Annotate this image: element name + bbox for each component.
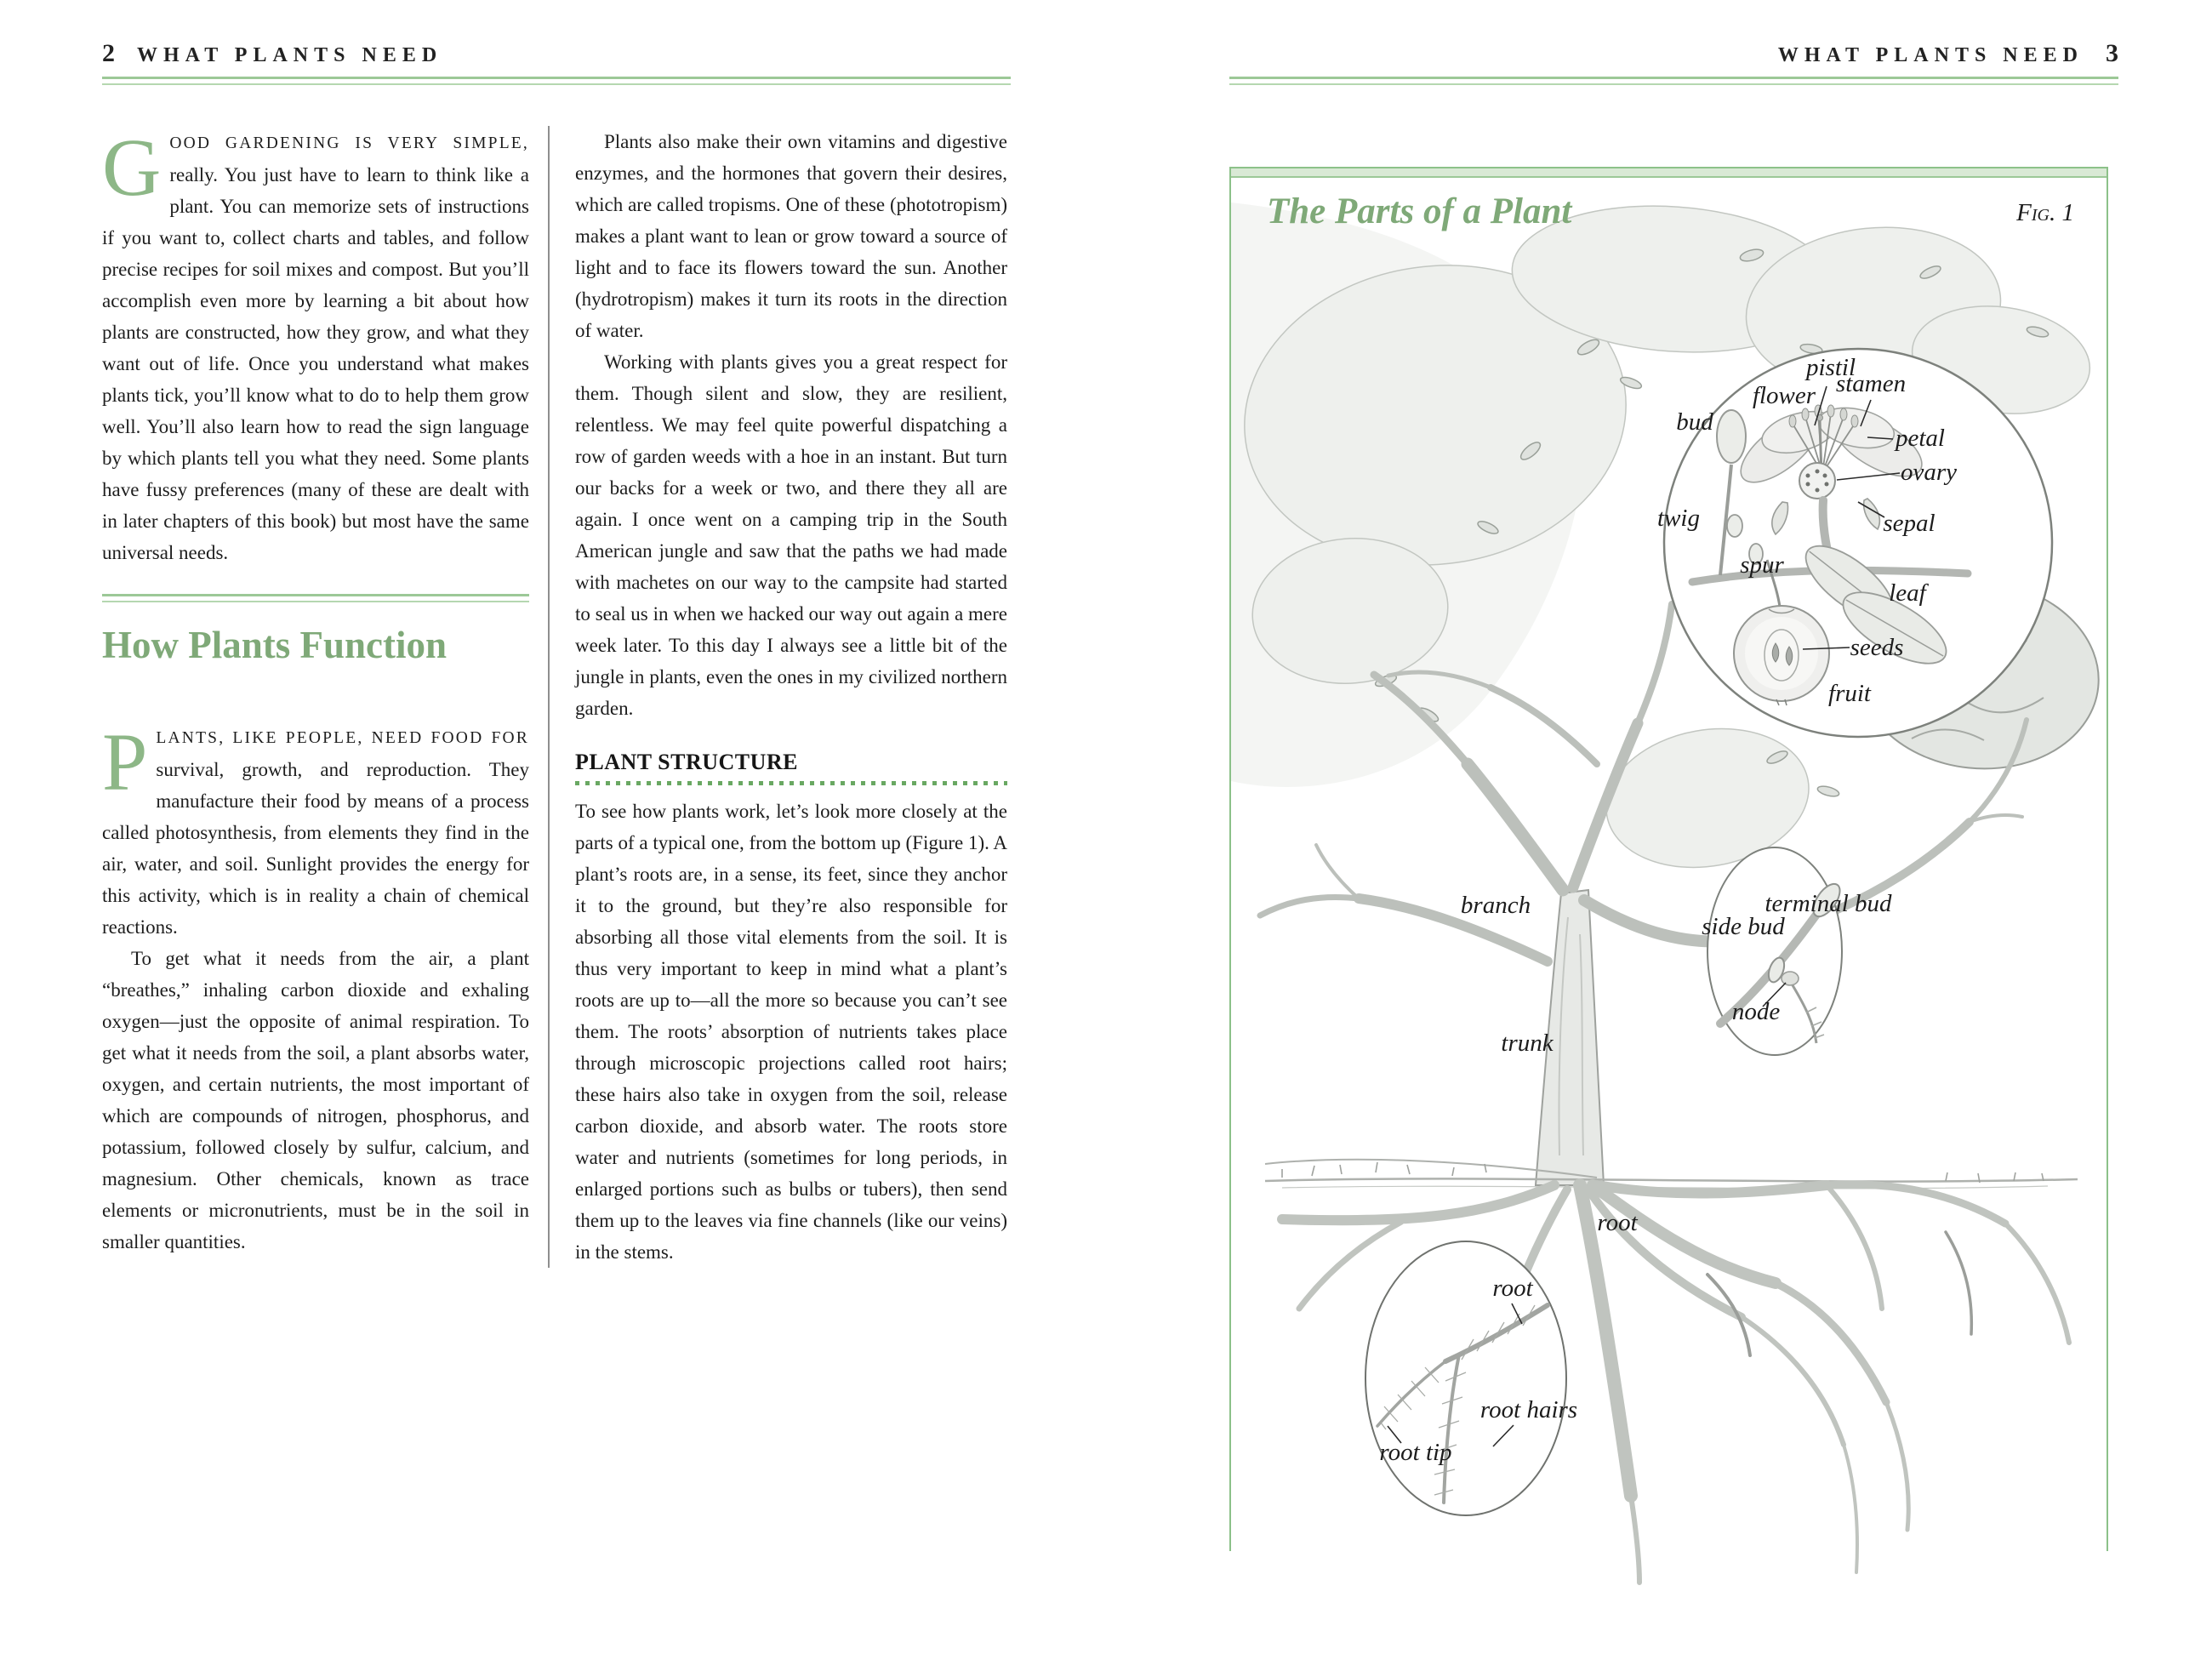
column-2 (548, 126, 1007, 1268)
dropcap-g: G (102, 122, 162, 213)
running-title-left: WHAT PLANTS NEED (137, 44, 443, 66)
heading-gap (102, 699, 529, 721)
section-rule (102, 594, 529, 602)
running-title-right: WHAT PLANTS NEED (1777, 44, 2084, 66)
opener-plants-like-people: LANTS, LIKE PEOPLE, NEED FOOD FOR (156, 729, 529, 747)
page-right (1106, 0, 2212, 1660)
page-number-right: 3 (2106, 39, 2118, 67)
bud-drawing (1717, 410, 1746, 463)
label-stamen: stamen (1835, 370, 1907, 397)
running-head-left-text (102, 39, 1011, 68)
label-petal: petal (1896, 425, 1945, 452)
label-root-tip: root tip (1379, 1439, 1452, 1466)
figure-title: The Parts of a Plant (1267, 191, 1572, 231)
label-root-hairs: root hairs (1479, 1396, 1578, 1423)
paragraph-good-gardening-text: really. You just have to learn to think like a plant. You can memorize sets of instructions if you want to, collect charts and tables, and follow precise recipes for soil mixes and compost. But you’ll accomplish even more by learning a bit about how plants are constructed, how they grow, and what they want out of life. Once you understand what makes plants tick, you’ll know what to do to help them grow well. You’ll also learn how to read the sign language by which plants tell you what they need. Some plants have fussy preferences (many of these are dealt with in later chapters of this book) but most have the same universal needs. (102, 164, 529, 563)
paragraph-to-see-how-plants-work: To see how plants work, let’s look more closely at the parts of a typical one, from the bottom up (Figure 1). A plant’s roots are, in a sense, its feet, since they anchor it to the ground, but they’re also responsible for absorbing all those vital elements from the soil. It is thus very important to keep in mind what a plant’s roots are up to—all the more so because you can’t see them. The roots’ absorption of nutrients takes place through microscopic projections called root hairs; these hairs also take in oxygen from the soil, release carbon dioxide, and absorb water. The roots store water and nutrients (sometimes for long periods, in enlarged portions such as bulbs or tubers), then send them up to the leaves via fine channels (like our veins) in the stems. (575, 801, 1007, 1263)
running-head-right-text (1229, 39, 2118, 68)
label-twig: twig (1657, 505, 1700, 532)
column-1 (102, 122, 529, 1268)
page-number-left: 2 (102, 39, 115, 67)
figure-title-row (1267, 191, 2074, 232)
paragraph-good-gardening (102, 122, 529, 568)
paragraph-plants-like-people (102, 716, 529, 943)
label-leaf: leaf (1889, 579, 1926, 607)
node-drawing (1782, 972, 1799, 985)
subheading-plant-structure: PLANT STRUCTURE (575, 750, 799, 774)
header-rule-right (1229, 77, 2118, 85)
flower-detail-circle (1664, 349, 2052, 737)
label-sepal: sepal (1883, 510, 1936, 537)
label-seeds: seeds (1850, 634, 1904, 661)
figure-number: Fig. 1 (2016, 199, 2074, 226)
label-terminal-bud: terminal bud (1764, 890, 1892, 917)
label-ovary: ovary (1900, 459, 1958, 486)
label-flower: flower (1752, 382, 1816, 409)
dropcap-p: P (102, 716, 148, 807)
label-root: root (1597, 1209, 1638, 1236)
paragraph-to-get-what-it-needs: To get what it needs from the air, a plant “breathes,” inhaling carbon dioxide and exhaling oxygen—just the opposite of animal respiration. To get what it needs from the soil, a plant absorbs water, oxygen, and certain nutrients, the most important of which are compounds of nitrogen, phosphorus, and potassium, followed closely by sulfur, calcium, and magnesium. Other chemicals, known as trace elements or micronutrients, must be in the soil in smaller quantities. (102, 948, 529, 1252)
root-detail-circle (1365, 1241, 1566, 1515)
text-columns (102, 122, 1011, 1268)
paragraph-plants-like-people-text: survival, growth, and reproduction. They manufacture their food by means of a process called photosynthesis, from elements they find in the air, water, and soil. Sunlight provides the energy for this activity, which is in reality a chain of chemical reactions. (102, 759, 529, 938)
label-node: node (1731, 998, 1781, 1025)
ground-line (1265, 1160, 2078, 1189)
paragraph-working-with-plants: Working with plants gives you a great respect for them. Though silent and slow, they are resilient, relentless. We may feel quite powerful dispatching a row of garden weeds with a hoe in an instant. But turn our backs for a week or two, and there they all are again. I once went on a camping trip in the South American jungle and saw that the paths we had made with machetes on our way to the campsite had started to seal us in when we hacked our way out again a mere week later. To this day I always see a little bit of the jungle in plants, even the ones in my civilized northern garden. (575, 351, 1007, 719)
opener-good-gardening: OOD GARDENING IS VERY SIMPLE, (169, 134, 529, 152)
header-rule-left (102, 77, 1011, 85)
label-fruit: fruit (1828, 680, 1871, 707)
label-spur: spur (1740, 551, 1784, 579)
figure-box (1229, 167, 2108, 1551)
running-head-right (1229, 39, 2118, 85)
label-trunk: trunk (1501, 1030, 1554, 1057)
section-heading-how-plants-function: How Plants Function (102, 624, 448, 666)
dotted-rule (575, 781, 1007, 785)
running-head-left (102, 39, 1011, 85)
label-bud: bud (1676, 408, 1713, 436)
label-branch: branch (1460, 892, 1531, 919)
plant-illustration (1231, 168, 2110, 1615)
small-bud-drawing (1727, 515, 1742, 537)
label-root-detail: root (1492, 1275, 1533, 1302)
label-side-bud: side bud (1702, 913, 1785, 940)
paragraph-plants-also-make: Plants also make their own vitamins and digestive enzymes, and the hormones that govern their desires, which are called tropisms. One of these (phototropism) makes a plant want to lean or grow toward a source of light and to face its flowers toward the sun. Another (hydrotropism) makes it turn its roots in the direction of water. (575, 131, 1007, 341)
label-pistil: pistil (1805, 354, 1856, 381)
